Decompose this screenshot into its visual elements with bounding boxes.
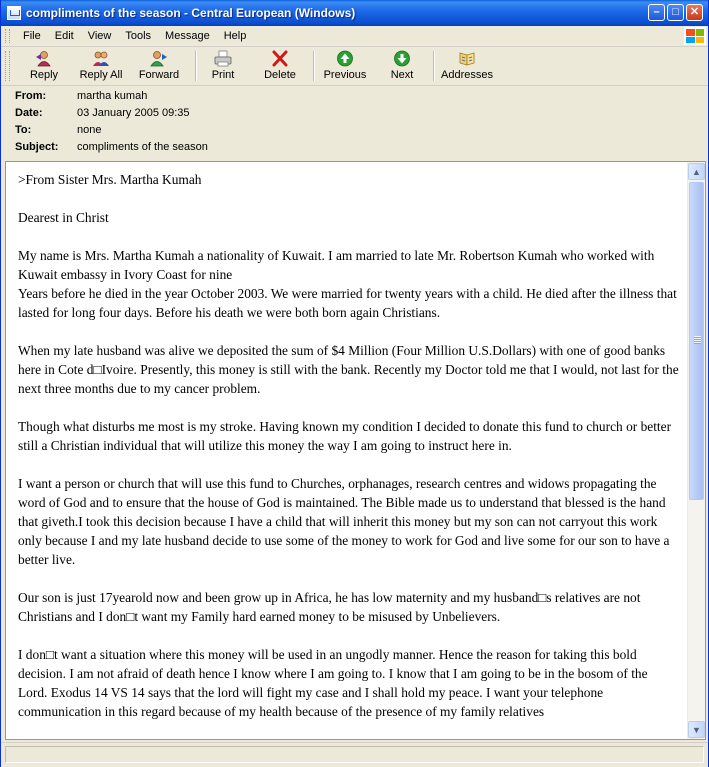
menu-message[interactable]: Message [165,30,210,42]
previous-label: Previous [323,69,367,81]
message-body-pane[interactable] [5,161,706,740]
addresses-label: Addresses [441,69,493,81]
up-arrow-icon [335,50,355,67]
toolbar-separator [313,51,315,81]
windows-logo-icon [684,27,706,45]
window-title: compliments of the season - Central European (Windows) [26,6,356,20]
forward-label: Forward [138,69,180,81]
close-button[interactable]: ✕ [686,4,703,21]
reply-label: Reply [29,69,59,81]
scroll-thumb[interactable] [689,182,704,500]
toolbar-separator [195,51,197,81]
body-paragraph: Dearest in Christ [18,210,109,225]
envelope-icon [7,6,21,20]
body-paragraph: I want a person or church that will use this fund to Churches, orphanages, research centres and widows propagating the word of God and to ensure that the house of God is maintained. The Bible made us to understand that blessed is the hand that giveth.I took this decision because I have a child that will inherit this money but my son can not carryout this work only because I and my late husband decide to use some of the money to work for God and live some for our son to have a better live. [18,476,670,567]
reply-all-button[interactable] [77,49,125,83]
body-paragraph: >From Sister Mrs. Martha Kumah [18,172,202,187]
date-value: 03 January 2005 09:35 [77,107,190,119]
addresses-button[interactable] [441,49,493,83]
message-body[interactable] [18,170,680,740]
menu-bar [1,26,708,47]
body-paragraph: Our son is just 17yearold now and been grow up in Africa, he has low maternity and my husband□s relatives are not Christians and I don□t want my Family hard earned money to be misused by Unbelievers. [18,590,641,624]
body-paragraph: Though what disturbs me most is my stroke. Having known my condition I decided to donate this fund to church or better still a Christian individual that will utilize this money the way I am going to instruct here in. [18,419,672,453]
minimize-button[interactable]: – [648,4,665,21]
vertical-scrollbar[interactable] [687,162,705,739]
from-value[interactable]: martha kumah [77,90,148,102]
reply-button[interactable] [29,49,59,83]
address-book-icon [457,50,477,67]
menu-file[interactable]: File [23,30,41,42]
toolbar-grip[interactable] [5,51,10,81]
delete-x-icon [270,50,290,67]
menu-grip[interactable] [5,29,10,43]
body-paragraph: When my late husband was alive we deposited the sum of $4 Million (Four Million U.S.Dollars) with one of good banks here in Cote d□Ivoire. Presently, this money is still with the bank. Recently my Doctor told me that I would, not last for the next three months due to my cancer problem. [18,343,679,396]
body-paragraph: Years before he died in the year October 2003. We were married for twenty years with a child. He died after the illness that lasted for long four days. Before his death we were both born again Christians. [18,286,677,320]
window-controls [648,4,703,21]
next-label: Next [390,69,414,81]
from-label: From: [15,90,47,102]
scroll-up-button[interactable]: ▲ [688,163,705,180]
down-arrow-icon [392,50,412,67]
next-button[interactable] [387,49,417,83]
subject-label: Subject: [15,141,59,153]
scroll-down-button[interactable]: ▼ [688,721,705,738]
toolbar-separator [433,51,435,81]
printer-icon [213,50,233,67]
menu-help[interactable]: Help [223,30,247,42]
print-button[interactable] [209,49,237,83]
forward-icon [149,50,169,67]
body-paragraph: My name is Mrs. Martha Kumah a nationality of Kuwait. I am married to late Mr. Robertson Kumah who worked with Kuwait embassy in Ivory Coast for nine [18,248,655,282]
menu-tools[interactable]: Tools [125,30,152,42]
reply-all-label: Reply All [79,69,123,81]
previous-button[interactable] [322,49,368,83]
print-label: Print [211,69,235,81]
toolbar [1,47,708,86]
subject-value: compliments of the season [77,141,208,153]
delete-label: Delete [264,69,296,81]
message-headers [1,86,708,160]
maximize-button[interactable]: □ [667,4,684,21]
date-label: Date: [15,107,43,119]
delete-button[interactable] [261,49,299,83]
title-bar[interactable] [1,0,708,26]
to-label: To: [15,124,32,136]
menu-edit[interactable]: Edit [54,30,74,42]
status-pane [5,746,704,763]
thumb-grip-icon [694,336,701,344]
to-value[interactable]: none [77,124,102,136]
reply-icon [34,50,54,67]
reply-all-icon [91,50,111,67]
status-bar [1,742,708,767]
body-paragraph: I don□t want a situation where this money will be used in an ungodly manner. Hence the reason for taking this bold decision. I am not afraid of death hence I know where I am going to. I know that I am going to be in the bosom of the Lord. Exodus 14 VS 14 says that the lord will fight my case and I shall hold my peace. I want your telephone communication in this regard because of my health because of the presence of my family relatives [18,647,648,719]
menu-view[interactable]: View [87,30,112,42]
forward-button[interactable] [137,49,181,83]
